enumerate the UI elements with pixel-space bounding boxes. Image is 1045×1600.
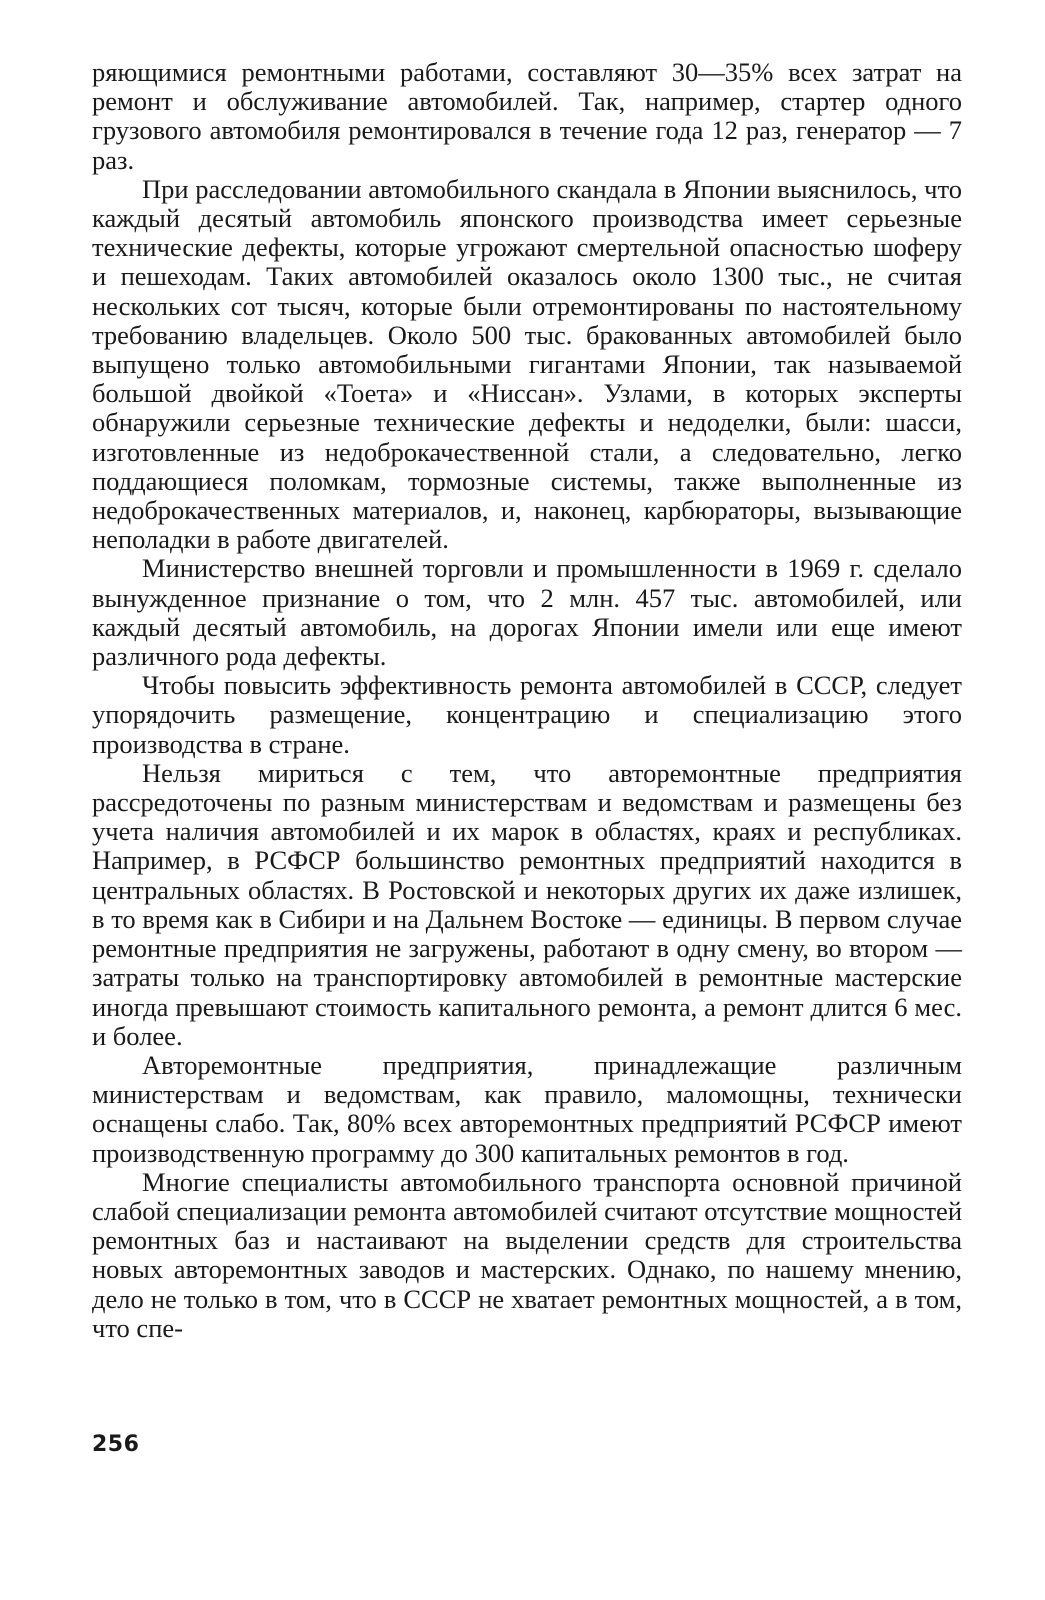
paragraph-japan-scandal: При расследовании автомобильного скандала в Японии выяснилось, что каждый десятый автомобиль японского производства имеет серьезные технические дефекты, которые угрожают смертельной опасностью шоферу и пешеходам. Таких автомобилей оказалось около 1300 тыс., не считая нескольких сот тысяч, которые были отремонтированы по настоятельному требованию владельцев. Около 500 тыс. бракованных автомобилей было выпущено только автомобильными гигантами Японии, так называемой большой двойкой «Тоета» и «Ниссан». Узлами, в которых эксперты обнаружили серьезные технические дефекты и недоделки, были: шасси, изготовленные из недоброкачественной стали, а следовательно, легко поддающиеся поломкам, тормозные системы, также выполненные из недоброкачественных материалов, и, наконец, карбюраторы, вызывающие неполадки в работе двигателей. [92, 173, 962, 555]
page-number: 256 [92, 1432, 140, 1457]
page-body [92, 58, 962, 1343]
paragraph-ussr-efficiency: Чтобы повысить эффективность ремонта автомобилей в СССР, следует упорядочить размещение, концентрацию и специализацию этого производства в стране. [92, 670, 962, 759]
paragraph-low-capacity: Авторемонтные предприятия, принадлежащие различным министерствам и ведомствам, как правило, маломощны, технически оснащены слабо. Так, 80% всех авторемонтных предприятий РСФСР имеют производственную программу до 300 капитальных ремонтов в год. [92, 1049, 962, 1168]
paragraph-dispersed-enterprises: Нельзя мириться с тем, что авторемонтные предприятия рассредоточены по разным министерствам и ведомствам и размещены без учета наличия автомобилей и их марок в областях, краях и республиках. Например, в РСФСР большинство ремонтных предприятий находится в центральных областях. В Ростовской и некоторых других их даже излишек, в то время как в Сибири и на Дальнем Востоке — единицы. В первом случае ремонтные предприятия не загружены, работают в одну смену, во втором — затраты только на транспортировку автомобилей в ремонтные мастерские иногда превышают стоимость капитального ремонта, а ремонт длится 6 мес. и более. [92, 757, 962, 1051]
paragraph-continuation: ряющимися ремонтными работами, составляют 30—35% всех затрат на ремонт и обслуживание автомобилей. Так, например, стартер одного грузового автомобиля ремонтировался в течение года 12 раз, генератор — 7 раз. [92, 57, 962, 175]
text-block [92, 58, 962, 1343]
paragraph-specialization: Многие специалисты автомобильного транспорта основной причиной слабой специализации ремонта автомобилей считают отсутствие мощностей ремонтных баз и настаивают на выделении средств для строительства новых авторемонтных заводов и мастерских. Однако, по нашему мнению, дело не только в том, что в СССР не хватает ремонтных мощностей, а в том, что спе- [92, 1166, 962, 1343]
paragraph-ministry-admission: Министерство внешней торговли и промышленности в 1969 г. сделало вынужденное признание о том, что 2 млн. 457 тыс. автомобилей, или каждый десятый автомобиль, на дорогах Японии имели или еще имеют различного рода дефекты. [92, 553, 962, 672]
